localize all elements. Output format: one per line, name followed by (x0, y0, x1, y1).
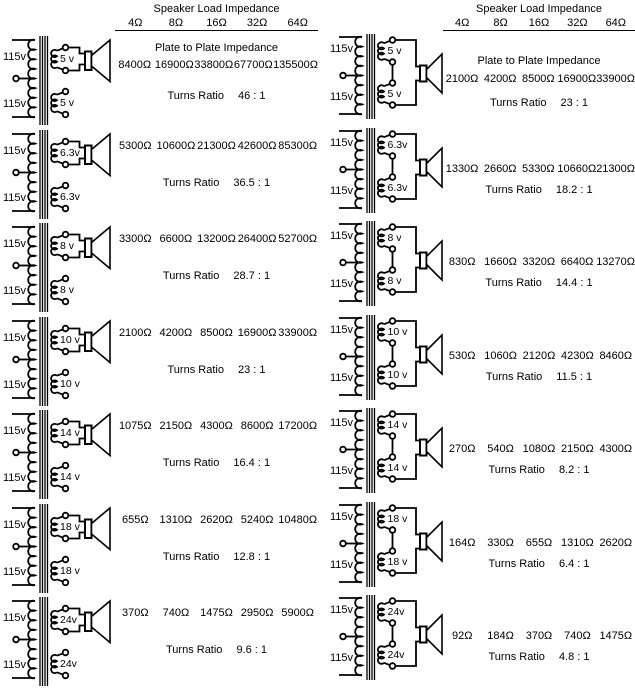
turns-ratio-value: 9.6 : 1 (236, 644, 268, 656)
transformer-schematic (318, 33, 443, 127)
row-text (443, 220, 635, 314)
transformer-core (40, 504, 48, 593)
turns-ratio-label: Turns Ratio (165, 644, 223, 656)
speaker-icon (85, 134, 110, 176)
header-spacer (318, 0, 443, 33)
impedance-value: 530Ω (448, 349, 476, 362)
secondary-voltage-label: 24v (60, 658, 77, 670)
impedance-value: 10480Ω (278, 513, 318, 526)
row-text (115, 127, 318, 221)
turns-ratio-value: 46 : 1 (237, 90, 266, 102)
turns-ratio-line (115, 364, 318, 376)
transformer-row (318, 33, 635, 127)
impedance-value: 21300Ω (596, 162, 635, 175)
transformer-row (0, 501, 318, 595)
impedance-value: 5300Ω (118, 139, 152, 152)
center-tap-terminal (340, 353, 362, 359)
plate-impedance-values (443, 256, 635, 268)
load-impedance-label: 64Ω (287, 17, 308, 29)
turns-ratio-value: 36.5 : 1 (233, 176, 271, 189)
speaker-icon (85, 414, 110, 456)
transformer-core (40, 130, 48, 219)
transformer-row (0, 127, 318, 221)
impedance-value: 3320Ω (522, 256, 556, 268)
rows-container (318, 33, 635, 689)
impedance-value: 4300Ω (599, 443, 633, 455)
turns-ratio-value: 28.7 : 1 (233, 270, 271, 282)
secondary-voltage-label: 18 v (60, 520, 80, 533)
impedance-value: 2150Ω (159, 420, 193, 432)
turns-ratio-value: 18.2 : 1 (555, 183, 593, 196)
turns-ratio-label: Turns Ratio (485, 370, 543, 383)
primary-voltage-label: 115v (3, 238, 27, 250)
impedance-value: 33900Ω (278, 326, 318, 339)
impedance-value: 1310Ω (561, 536, 594, 549)
transformer-core (367, 34, 375, 119)
turns-ratio-line (115, 177, 318, 189)
primary-voltage-label: 115v (330, 323, 354, 336)
load-impedance-label: 32Ω (246, 17, 268, 29)
primary-voltage-label: 115v (330, 230, 354, 242)
secondary-voltage-label: 6.3v (60, 146, 80, 159)
plate-impedance-values (443, 73, 635, 85)
speaker-load-impedance-title: Speaker Load Impedance (476, 3, 602, 15)
row-text (115, 501, 318, 595)
impedance-value: 4200Ω (159, 326, 193, 339)
center-tap-terminal (340, 634, 362, 640)
impedance-value: 13200Ω (197, 233, 236, 245)
primary-voltage-label: 115v (3, 331, 27, 344)
row-text (443, 127, 635, 221)
impedance-value: 655Ω (525, 536, 553, 549)
impedance-value: 92Ω (451, 630, 473, 642)
secondary-voltage-label: 14 v (60, 427, 80, 439)
transformer-row (0, 220, 318, 314)
turns-ratio-value: 12.8 : 1 (233, 550, 271, 563)
transformer-core (40, 410, 48, 499)
speaker-icon (85, 40, 110, 82)
primary-voltage-label: 115v (330, 465, 354, 477)
primary-voltage-label: 115v (3, 144, 27, 157)
secondary-voltage-label: 5 v (60, 53, 75, 65)
transformer-schematic (318, 594, 443, 688)
row-text (115, 220, 318, 314)
impedance-value: 2620Ω (599, 536, 633, 549)
secondary-voltage-label: 24v (60, 614, 77, 626)
speaker-load-header-row (115, 17, 318, 31)
turns-ratio-line (115, 457, 318, 469)
load-impedance-label: 8Ω (168, 17, 184, 29)
transformer-row (0, 314, 318, 408)
load-impedance-label: 16Ω (528, 17, 550, 29)
plate-impedance-values (443, 350, 635, 362)
load-impedance-label: 32Ω (567, 17, 588, 29)
secondary-voltage-label: 5 v (387, 45, 402, 57)
impedance-value: 1475Ω (599, 630, 633, 642)
primary-voltage-label: 115v (3, 378, 27, 391)
header-content (115, 0, 318, 33)
impedance-value: 8400Ω (118, 59, 152, 71)
turns-ratio-line (115, 644, 318, 656)
plate-impedance-values (115, 607, 318, 619)
impedance-value: 1075Ω (118, 420, 152, 432)
center-tap-terminal (13, 356, 35, 362)
impedance-value: 540Ω (487, 443, 514, 455)
transformer-core (367, 595, 375, 680)
plate-to-plate-subtitle: Plate to Plate Impedance (155, 42, 278, 54)
column-header (0, 0, 318, 33)
speaker-icon (420, 615, 442, 654)
turns-ratio-line (443, 558, 635, 570)
speaker-load-impedance-title: Speaker Load Impedance (153, 3, 280, 15)
center-tap-terminal (13, 169, 35, 175)
center-tap-terminal (340, 540, 362, 546)
transformer-schematic (318, 501, 443, 595)
turns-ratio-value: 4.8 : 1 (558, 651, 590, 663)
impedance-value: 4200Ω (483, 73, 517, 85)
impedance-value: 4230Ω (561, 349, 594, 362)
impedance-value: 655Ω (122, 513, 149, 526)
impedance-value: 17200Ω (278, 420, 318, 432)
plate-to-plate-subtitle: Plate to Plate Impedance (477, 55, 601, 67)
turns-ratio-value: 14.4 : 1 (555, 277, 593, 289)
transformer-schematic (0, 501, 115, 595)
impedance-value: 270Ω (448, 443, 476, 455)
transformer-schematic (0, 127, 115, 221)
transformer-core (40, 223, 48, 312)
turns-ratio-line (443, 651, 635, 663)
load-impedance-label: 4Ω (455, 17, 470, 29)
plate-impedance-values (115, 420, 318, 432)
transformer-row (0, 594, 318, 688)
secondary-voltage-label: 8 v (387, 275, 402, 287)
primary-voltage-label: 115v (330, 278, 354, 290)
primary-voltage-label: 115v (3, 659, 27, 671)
secondary-voltage-label: 24v (387, 649, 405, 661)
plate-impedance-values (115, 514, 318, 526)
impedance-value: 8500Ω (521, 73, 555, 85)
speaker-icon (85, 601, 110, 643)
transformer-schematic (318, 127, 443, 221)
turns-ratio-value: 11.5 : 1 (556, 370, 593, 383)
turns-ratio-line (115, 90, 318, 102)
transformer-core (367, 315, 375, 400)
transformer-row (318, 314, 635, 408)
impedance-value: 16900Ω (237, 326, 277, 339)
transformer-row (318, 220, 635, 314)
rows-container (0, 33, 318, 689)
secondary-voltage-label: 5 v (60, 97, 75, 109)
secondary-voltage-label: 18 v (387, 512, 408, 525)
secondary-voltage-label: 18 v (387, 555, 408, 568)
turns-ratio-label: Turns Ratio (490, 97, 547, 109)
secondary-voltage-label: 8 v (60, 240, 75, 252)
primary-voltage-label: 115v (3, 472, 27, 484)
transformer-core (40, 597, 48, 686)
speaker-icon (85, 508, 110, 550)
turns-ratio-line (443, 464, 635, 476)
turns-ratio-value: 8.2 : 1 (558, 464, 590, 476)
impedance-value: 6600Ω (159, 233, 193, 245)
impedance-value: 16900Ω (154, 59, 194, 71)
load-impedance-label: 4Ω (128, 17, 143, 29)
center-tap-terminal (13, 76, 35, 82)
primary-voltage-label: 115v (3, 425, 27, 437)
impedance-value: 10600Ω (156, 139, 196, 152)
turns-ratio-line (115, 551, 318, 563)
impedance-value: 370Ω (122, 607, 149, 619)
secondary-voltage-label: 8 v (387, 232, 402, 244)
primary-voltage-label: 115v (330, 91, 354, 103)
primary-voltage-label: 115v (3, 51, 27, 63)
center-tap-terminal (340, 73, 362, 79)
header-content (443, 0, 635, 33)
impedance-value: 33900Ω (596, 73, 635, 85)
load-impedance-label: 8Ω (493, 17, 508, 29)
impedance-value: 21300Ω (197, 139, 236, 152)
secondary-voltage-label: 6.3v (60, 190, 80, 203)
impedance-value: 1330Ω (445, 162, 479, 175)
secondary-voltage-label: 18 v (60, 564, 80, 577)
impedance-value: 6640Ω (560, 256, 594, 268)
secondary-voltage-label: 14 v (387, 419, 408, 431)
impedance-value: 1060Ω (484, 349, 517, 362)
impedance-value: 370Ω (525, 630, 553, 642)
transformer-schematic (318, 314, 443, 408)
impedance-value: 2120Ω (522, 349, 556, 362)
turns-ratio-line (443, 97, 635, 109)
transformer-schematic (0, 314, 115, 408)
row-text (443, 594, 635, 688)
turns-ratio-label: Turns Ratio (162, 550, 220, 563)
row-text (443, 501, 635, 595)
turns-ratio-label: Turns Ratio (162, 457, 220, 469)
primary-voltage-label: 115v (330, 510, 354, 523)
plate-impedance-values (443, 443, 635, 455)
plate-impedance-values (115, 140, 318, 152)
turns-ratio-label: Turns Ratio (162, 270, 220, 282)
impedance-value: 26400Ω (237, 233, 277, 245)
row-text (115, 407, 318, 501)
transformer-core (40, 36, 48, 125)
turns-ratio-label: Turns Ratio (162, 176, 220, 189)
turns-ratio-line (443, 184, 635, 196)
transformer-row (318, 407, 635, 501)
plate-impedance-values (115, 59, 318, 71)
impedance-value: 1310Ω (159, 513, 193, 526)
primary-voltage-label: 115v (3, 565, 27, 578)
primary-voltage-label: 115v (3, 98, 27, 110)
impedance-value: 3300Ω (118, 233, 152, 245)
turns-ratio-line (115, 270, 318, 282)
load-impedance-label: 16Ω (206, 17, 227, 29)
transformer-core (367, 221, 375, 306)
turns-ratio-label: Turns Ratio (488, 464, 545, 476)
secondary-voltage-label: 10 v (387, 325, 408, 338)
primary-voltage-label: 115v (330, 604, 354, 616)
center-tap-terminal (13, 637, 35, 643)
impedance-value: 5900Ω (281, 607, 315, 619)
secondary-voltage-label: 6.3v (387, 181, 408, 194)
speaker-icon (420, 335, 442, 374)
row-text (115, 314, 318, 408)
transformer-schematic (0, 220, 115, 314)
center-tap-terminal (13, 263, 35, 269)
turns-ratio-label: Turns Ratio (488, 651, 545, 663)
impedance-value: 5240Ω (240, 513, 274, 526)
center-tap-terminal (340, 260, 362, 266)
transformer-schematic (318, 220, 443, 314)
center-tap-terminal (13, 543, 35, 549)
transformer-core (367, 502, 375, 587)
impedance-value: 740Ω (162, 607, 190, 619)
transformer-schematic (318, 407, 443, 501)
row-text (443, 33, 635, 127)
transformer-schematic (0, 407, 115, 501)
load-impedance-label: 64Ω (605, 17, 627, 29)
header-spacer (0, 0, 115, 33)
impedance-value: 42600Ω (237, 139, 277, 152)
primary-voltage-label: 115v (3, 518, 27, 531)
transformer-row (318, 127, 635, 221)
row-text (115, 594, 318, 688)
turns-ratio-label: Turns Ratio (488, 557, 545, 570)
column-series-secondaries (318, 0, 635, 689)
speaker-icon (85, 227, 110, 269)
plate-impedance-values (443, 163, 635, 175)
impedance-value: 4300Ω (200, 420, 233, 432)
impedance-value: 2100Ω (118, 326, 152, 339)
turns-ratio-value: 16.4 : 1 (233, 457, 271, 469)
turns-ratio-line (443, 277, 635, 289)
plate-impedance-values (115, 233, 318, 245)
transformer-row (0, 407, 318, 501)
impedance-value: 8460Ω (599, 349, 633, 362)
secondary-voltage-label: 8 v (60, 284, 75, 296)
speaker-icon (420, 522, 442, 561)
impedance-value: 1080Ω (522, 443, 556, 455)
row-text (443, 407, 635, 501)
primary-voltage-label: 115v (330, 558, 354, 571)
secondary-voltage-label: 5 v (387, 88, 402, 100)
impedance-value: 2100Ω (445, 73, 479, 85)
turns-ratio-line (443, 371, 635, 383)
speaker-icon (420, 241, 442, 280)
primary-voltage-label: 115v (3, 191, 27, 204)
column-header (318, 0, 635, 33)
speaker-load-header-row (443, 17, 635, 31)
row-text (443, 314, 635, 408)
impedance-value: 2620Ω (200, 513, 233, 526)
center-tap-terminal (340, 166, 362, 172)
primary-voltage-label: 115v (3, 612, 27, 624)
secondary-voltage-label: 10 v (60, 377, 80, 390)
plate-impedance-values (443, 630, 635, 642)
primary-voltage-label: 115v (330, 43, 354, 55)
impedance-value: 8500Ω (200, 326, 233, 339)
turns-ratio-label: Turns Ratio (485, 183, 542, 196)
impedance-value: 2150Ω (561, 443, 594, 455)
primary-voltage-label: 115v (330, 417, 354, 429)
secondary-voltage-label: 10 v (387, 368, 408, 381)
impedance-value: 184Ω (487, 630, 514, 642)
impedance-value: 164Ω (448, 536, 476, 549)
impedance-value: 135500Ω (273, 59, 318, 71)
impedance-value: 8600Ω (240, 420, 274, 432)
secondary-voltage-label: 6.3v (387, 138, 408, 151)
speaker-icon (420, 54, 442, 93)
transformer-core (40, 317, 48, 406)
plate-impedance-values (115, 327, 318, 339)
plate-impedance-values (443, 537, 635, 549)
turns-ratio-value: 23 : 1 (560, 97, 588, 109)
secondary-voltage-label: 14 v (387, 462, 408, 474)
turns-ratio-value: 6.4 : 1 (558, 557, 590, 570)
impedance-value: 1660Ω (484, 256, 517, 268)
transformer-schematic (0, 594, 115, 688)
impedance-value: 67700Ω (233, 59, 273, 71)
impedance-value: 33800Ω (194, 59, 234, 71)
impedance-value: 5330Ω (521, 162, 555, 175)
impedance-value: 2660Ω (483, 162, 517, 175)
impedance-value: 1475Ω (200, 607, 233, 619)
impedance-value: 830Ω (448, 256, 476, 268)
impedance-value: 10660Ω (557, 162, 597, 175)
center-tap-terminal (340, 447, 362, 453)
center-tap-terminal (13, 450, 35, 456)
transformer-row (0, 33, 318, 127)
impedance-value: 16900Ω (557, 73, 597, 85)
speaker-icon (420, 428, 442, 467)
turns-ratio-value: 23 : 1 (237, 363, 266, 376)
impedance-value: 13270Ω (596, 256, 635, 268)
primary-voltage-label: 115v (330, 652, 354, 664)
row-text (115, 33, 318, 127)
turns-ratio-label: Turns Ratio (485, 277, 542, 289)
secondary-voltage-label: 14 v (60, 471, 80, 483)
impedance-value: 52700Ω (278, 233, 318, 245)
primary-voltage-label: 115v (3, 285, 27, 297)
turns-ratio-label: Turns Ratio (167, 363, 224, 376)
transformer-row (318, 594, 635, 688)
primary-voltage-label: 115v (330, 184, 354, 197)
transformer-core (367, 408, 375, 493)
impedance-value: 330Ω (487, 536, 514, 549)
transformer-row (318, 501, 635, 595)
primary-voltage-label: 115v (330, 371, 354, 384)
impedance-value: 85300Ω (278, 139, 318, 152)
secondary-voltage-label: 24v (387, 606, 405, 618)
secondary-voltage-label: 10 v (60, 333, 80, 346)
impedance-value: 740Ω (564, 630, 591, 642)
primary-voltage-label: 115v (330, 136, 354, 149)
turns-ratio-label: Turns Ratio (167, 90, 224, 102)
speaker-icon (85, 321, 110, 363)
speaker-icon (420, 148, 442, 187)
transformer-schematic (0, 33, 115, 127)
impedance-value: 2950Ω (240, 607, 274, 619)
transformer-core (367, 128, 375, 213)
